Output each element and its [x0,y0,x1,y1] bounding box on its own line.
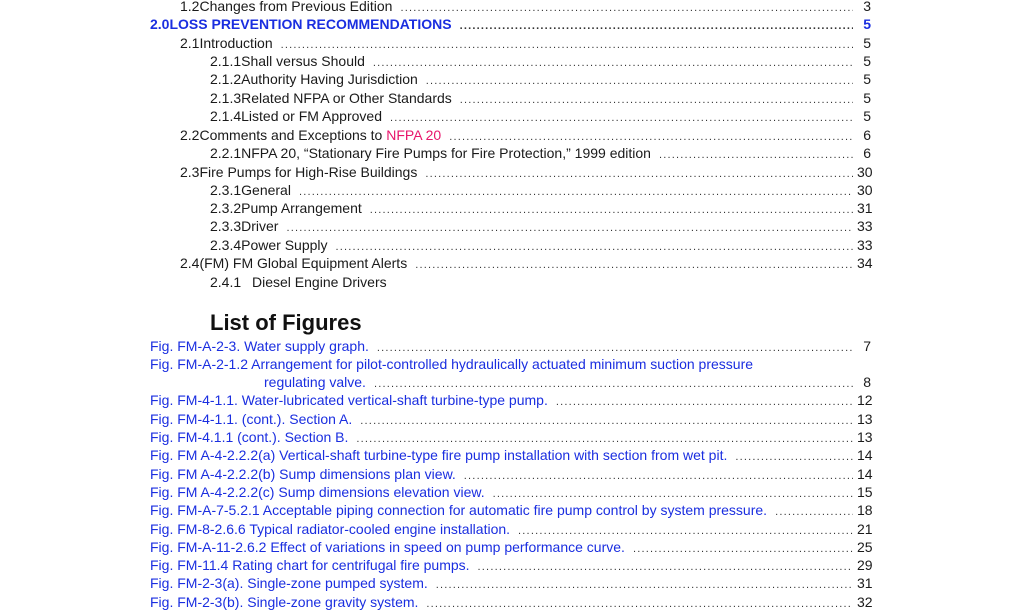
toc-label: Shall versus Should [241,53,365,69]
toc-label: NFPA 20, “Stationary Fire Pumps for Fire Protection,” 1999 edition [241,145,651,161]
toc-label: Pump Arrangement [241,200,362,216]
toc-label: Driver [241,218,279,234]
toc-row[interactable] [210,236,871,254]
dot-leader [460,17,853,35]
figure-page-number: 12 [857,392,873,408]
figure-label: Fig. FM-A-11-2.6.2 Effect of variations in speed on pump performance curve. [150,539,625,555]
figure-entry[interactable] [150,501,871,519]
toc-row[interactable] [180,34,871,52]
toc-page-number: 3 [863,0,871,14]
figure-page-number: 13 [857,411,873,427]
toc-page-number: 33 [857,237,873,253]
figure-entry[interactable] [150,574,871,592]
toc-page-number: 5 [863,16,871,32]
toc-number: 2.2.1 [210,145,242,161]
figure-entry-continued[interactable] [264,373,871,391]
toc-page-number: 5 [863,53,871,69]
figure-label: Fig. FM-4.1.1 (cont.). Section B. [150,429,349,445]
toc-row[interactable] [180,254,871,272]
toc-label: Fire Pumps for High-Rise Buildings [199,164,418,180]
toc-row[interactable] [210,70,871,88]
figure-page-number: 32 [857,594,873,610]
list-of-figures-heading: List of Figures [210,310,362,335]
toc-page-number: 5 [863,35,871,51]
toc-label: Power Supply [241,237,328,253]
dot-leader [775,503,853,521]
toc-number: 2.4 [180,255,200,271]
toc-label: Listed or FM Approved [241,108,382,124]
figure-entry[interactable] [150,520,871,538]
dot-leader [659,146,853,164]
figure-label: Fig. FM A-4-2.2.2(b) Sump dimensions plan view. [150,466,456,482]
toc-page-number: 5 [863,108,871,124]
figure-label: Fig. FM-4-1.1. Water-lubricated vertical-shaft turbine-type pump. [150,392,548,408]
dot-leader [735,448,853,466]
figure-label: Fig. FM-A-7-5.2.1 Acceptable piping connection for automatic fire pump control by system pressure. [150,502,768,518]
toc-row[interactable] [210,199,871,217]
toc-label: Diesel Engine Drivers [252,274,387,290]
nfpa-20-link[interactable]: NFPA 20 [386,127,442,143]
toc-page-number: 30 [857,182,873,198]
figure-entry[interactable] [150,556,871,574]
toc-page-number: 6 [863,145,871,161]
toc-number: 2.0 [150,16,170,32]
dot-leader [390,109,853,127]
toc-label: (FM) FM Global Equipment Alerts [199,255,408,271]
toc-number: 2.1.4 [210,108,242,124]
toc-number: 1.2 [180,0,200,14]
figure-page-number: 31 [857,575,873,591]
toc-page-number: 5 [863,71,871,87]
toc-row[interactable] [210,181,871,199]
figure-entry[interactable] [150,483,871,501]
dot-leader [426,72,853,90]
figure-label: Fig. FM A-4-2.2.2(a) Vertical-shaft turbine-type fire pump installation with section from wet pit. [150,447,728,463]
toc-page-number: 34 [857,255,873,271]
toc-number: 2.3.1 [210,182,242,198]
figure-entry[interactable] [150,391,871,409]
toc-row[interactable] [180,126,871,144]
figure-page-number: 21 [857,521,873,537]
toc-page-number: 30 [857,164,873,180]
toc-label: Introduction [199,35,273,51]
toc-label: Authority Having Jurisdiction [241,71,418,87]
figure-entry[interactable] [150,538,871,556]
toc-row[interactable] [180,0,871,15]
toc-number: 2.2 [180,127,200,143]
toc-number: 2.1.2 [210,71,242,87]
figure-page-number: 14 [857,466,873,482]
toc-number: 2.3.2 [210,200,242,216]
figure-label: regulating valve. [264,374,366,390]
toc-number: 2.3.4 [210,237,242,253]
toc-row[interactable] [180,163,871,181]
toc-row[interactable] [210,52,871,70]
toc-label: Comments and Exceptions to [199,127,383,143]
toc-label: General [241,182,291,198]
dot-leader [556,393,853,411]
figure-page-number: 13 [857,429,873,445]
figure-label: Fig. FM-A-2-3. Water supply graph. [150,338,369,354]
toc-label: LOSS PREVENTION RECOMMENDATIONS [169,16,452,32]
figure-entry[interactable] [150,410,871,428]
figure-entry[interactable] [150,465,871,483]
toc-number: 2.1.1 [210,53,242,69]
dot-leader [286,219,853,237]
toc-number: 2.4.1 [210,274,242,290]
figure-label: Fig. FM-2-3(b). Single-zone gravity system. [150,594,419,610]
toc-row[interactable] [210,89,871,107]
toc-number: 2.3.3 [210,218,242,234]
dot-leader [436,576,853,594]
figure-entry[interactable] [150,593,871,611]
toc-number: 2.1 [180,35,200,51]
toc-row-section-2[interactable] [150,15,871,33]
figure-label: Fig. FM-11.4 Rating chart for centrifugal fire pumps. [150,557,470,573]
dot-leader [426,595,853,613]
figure-entry[interactable] [150,355,871,373]
toc-row[interactable] [210,217,871,235]
figure-entry[interactable] [150,337,871,355]
toc-row[interactable] [210,144,871,162]
toc-label: Changes from Previous Edition [199,0,393,14]
figure-label: Fig. FM-A-2-1.2 Arrangement for pilot-controlled hydraulically actuated minimum suction pressure [150,356,754,372]
toc-label: Related NFPA or Other Standards [241,90,452,106]
figure-page-number: 8 [863,374,871,390]
figure-page-number: 29 [857,557,873,573]
figure-page-number: 14 [857,447,873,463]
toc-number: 2.3 [180,164,200,180]
dot-leader [415,256,853,274]
toc-row[interactable] [210,107,871,125]
figure-label: Fig. FM-8-2.6.6 Typical radiator-cooled engine installation. [150,521,511,537]
figure-page-number: 15 [857,484,873,500]
toc-page-number: 6 [863,127,871,143]
toc-page-number: 5 [863,90,871,106]
figure-label: Fig. FM-4-1.1. (cont.). Section A. [150,411,353,427]
figure-label: Fig. FM A-4-2.2.2(c) Sump dimensions elevation view. [150,484,485,500]
figure-entry[interactable] [150,446,871,464]
toc-page-number: 33 [857,218,873,234]
figure-label: Fig. FM-2-3(a). Single-zone pumped system. [150,575,428,591]
figure-entry[interactable] [150,428,871,446]
figure-page-number: 18 [857,502,873,518]
figure-page-number: 7 [863,338,871,354]
toc-number: 2.1.3 [210,90,242,106]
toc-page-number: 31 [857,200,873,216]
toc-row[interactable] [210,273,871,291]
figure-page-number: 25 [857,539,873,555]
